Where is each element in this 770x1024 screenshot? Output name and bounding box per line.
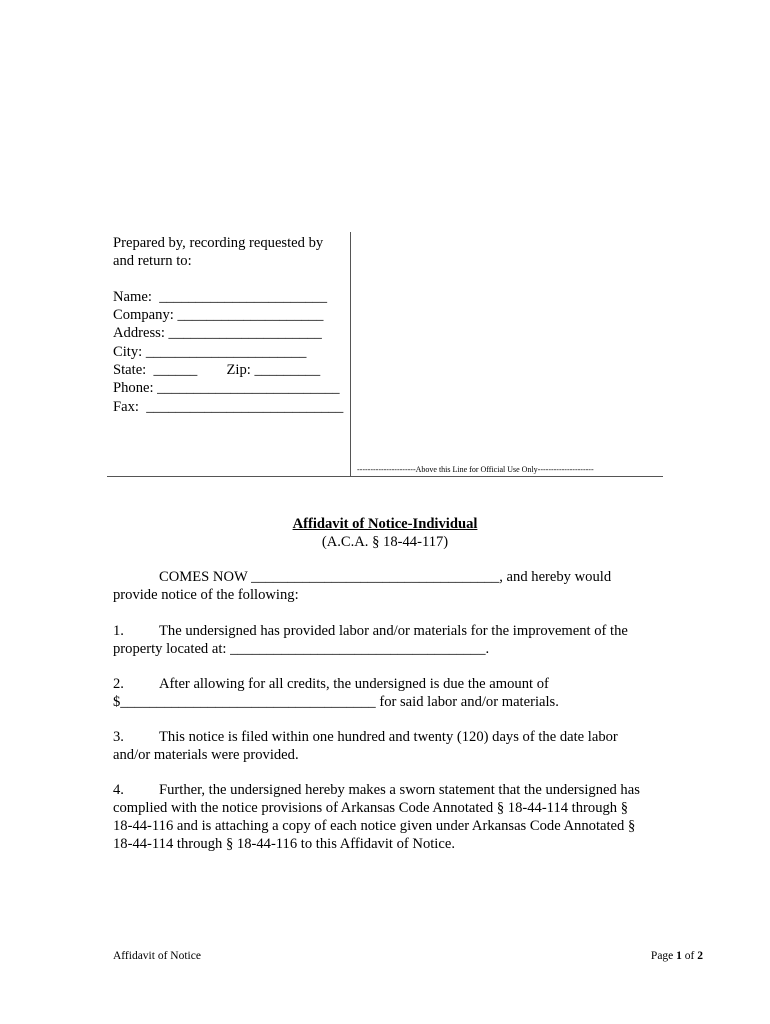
official-use-line: ----------------------Above this Line for Official Use Only--------------------- bbox=[357, 465, 594, 474]
page-label: Page bbox=[650, 950, 677, 962]
page-current: 1 bbox=[676, 950, 682, 962]
item2-line2: $___________________________________ for said labor and/or materials. bbox=[113, 694, 559, 710]
address-field[interactable]: Address: _____________________ bbox=[113, 325, 322, 341]
item3-number: 3. bbox=[113, 729, 124, 745]
footer-title: Affidavit of Notice bbox=[113, 950, 201, 962]
prepared-by-line2: and return to: bbox=[113, 253, 192, 269]
fax-field[interactable]: Fax: ___________________________ bbox=[113, 399, 344, 415]
city-field[interactable]: City: ______________________ bbox=[113, 344, 307, 360]
header-vertical-divider bbox=[350, 232, 351, 477]
prepared-by-line1: Prepared by, recording requested by bbox=[113, 235, 324, 251]
header-horizontal-divider bbox=[107, 476, 663, 477]
comes-now-line1: COMES NOW __________________________________, and hereby would bbox=[159, 569, 612, 585]
page-of: of bbox=[681, 950, 698, 962]
item2-number: 2. bbox=[113, 676, 124, 692]
item4-line4: 18-44-114 through § 18-44-116 to this Affidavit of Notice. bbox=[113, 836, 455, 852]
page-total: 2 bbox=[697, 950, 703, 962]
company-field[interactable]: Company: ____________________ bbox=[113, 307, 324, 323]
document-title: Affidavit of Notice-Individual bbox=[292, 516, 478, 532]
item1-line1: The undersigned has provided labor and/or materials for the improvement of the bbox=[159, 623, 628, 639]
item3-line1: This notice is filed within one hundred and twenty (120) days of the date labor bbox=[159, 729, 618, 745]
name-field[interactable]: Name: _______________________ bbox=[113, 289, 328, 305]
item3-line2: and/or materials were provided. bbox=[113, 747, 299, 763]
item1-number: 1. bbox=[113, 623, 124, 639]
phone-field[interactable]: Phone: _________________________ bbox=[113, 380, 340, 396]
item4-line3: 18-44-116 and is attaching a copy of each notice given under Arkansas Code Annotated § bbox=[113, 818, 636, 834]
state-zip-field[interactable]: State: ______ Zip: _________ bbox=[113, 362, 321, 378]
item1-line2: property located at: ___________________________________. bbox=[113, 641, 490, 657]
comes-now-line2: provide notice of the following: bbox=[113, 587, 299, 603]
item4-line2: complied with the notice provisions of Arkansas Code Annotated § 18-44-114 through § bbox=[113, 800, 629, 816]
item2-line1: After allowing for all credits, the undersigned is due the amount of bbox=[159, 676, 549, 692]
footer-page-number bbox=[651, 949, 703, 963]
item4-number: 4. bbox=[113, 782, 124, 798]
document-citation: (A.C.A. § 18-44-117) bbox=[321, 534, 449, 550]
item4-line1: Further, the undersigned hereby makes a sworn statement that the undersigned has bbox=[159, 782, 640, 798]
